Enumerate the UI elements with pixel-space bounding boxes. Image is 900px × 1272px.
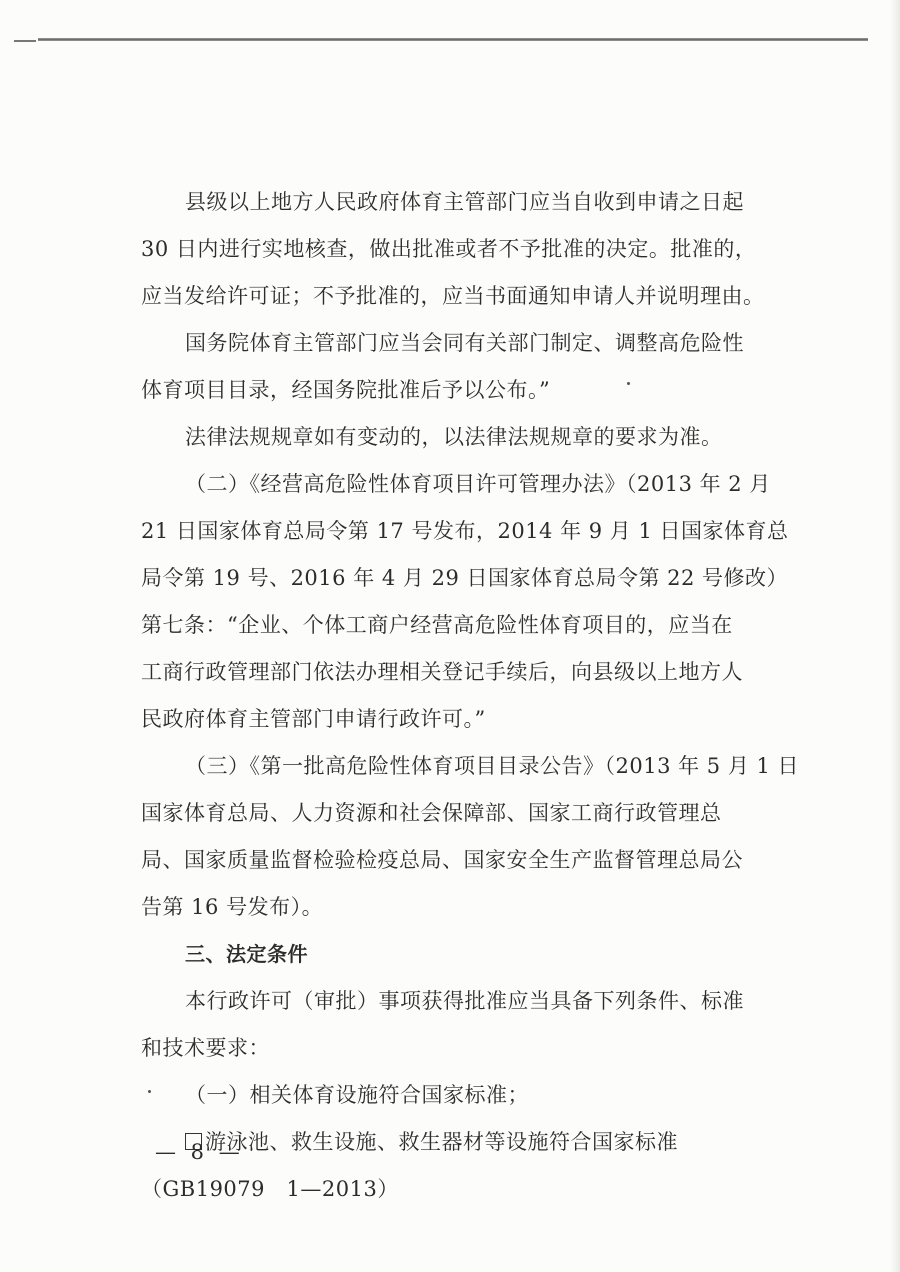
header-rule [38,38,868,41]
paragraph-line: 体育项目目录，经国务院批准后予以公布。” [141,378,551,402]
paragraph-line: 本行政许可（审批）事项获得批准应当具备下列条件、标准 [185,989,744,1013]
paragraph-line: 第七条：“企业、个体工商户经营高危险性体育项目的，应当在 [141,613,733,637]
paragraph-line: 国务院体育主管部门应当会同有关部门制定、调整高危险性 [185,331,744,355]
paragraph-line: （二）《经营高危险性体育项目许可管理办法》（2013 年 2 月 [185,472,771,496]
page-number: — 8 — [155,1140,244,1164]
paragraph-line: 国家体育总局、人力资源和社会保障部、国家工商行政管理总 [141,801,722,825]
paragraph-line: （GB19079 1—2013） [141,1177,399,1201]
checklist-line [185,1130,678,1154]
paragraph-line: 县级以上地方人民政府体育主管部门应当自收到申请之日起 [185,190,744,214]
checklist-text: 游泳池、救生设施、救生器材等设施符合国家标准 [205,1130,678,1154]
paragraph-line: （一）相关体育设施符合国家标准； [185,1083,529,1107]
section-heading: 三、法定条件 [185,942,308,966]
paragraph-line: 法律法规规章如有变动的，以法律法规规章的要求为准。 [185,425,723,449]
scan-edge-mark [14,40,36,42]
paragraph-line: 民政府体育主管部门申请行政许可。” [141,707,486,731]
paragraph-line: 应当发给许可证；不予批准的，应当书面通知申请人并说明理由。 [141,284,765,308]
paragraph-line: 30 日内进行实地核查，做出批准或者不予批准的决定。批准的， [141,237,757,261]
paragraph-line: （三）《第一批高危险性体育项目目录公告》（2013 年 5 月 1 日 [185,754,800,778]
paragraph-line: 工商行政管理部门依法办理相关登记手续后，向县级以上地方人 [141,660,743,684]
paragraph-line: 局令第 19 号、2016 年 4 月 29 日国家体育总局令第 22 号修改） [141,566,789,590]
page-edge-shadow [890,0,900,1272]
scan-speck [148,1090,151,1093]
paragraph-line: 告第 16 号发布）。 [141,895,324,919]
scan-speck [627,382,630,385]
paragraph-line: 局、国家质量监督检验检疫总局、国家安全生产监督管理总局公 [141,848,743,872]
paragraph-line: 和技术要求： [141,1036,270,1060]
paragraph-line: 21 日国家体育总局令第 17 号发布，2014 年 9 月 1 日国家体育总 [141,519,789,543]
